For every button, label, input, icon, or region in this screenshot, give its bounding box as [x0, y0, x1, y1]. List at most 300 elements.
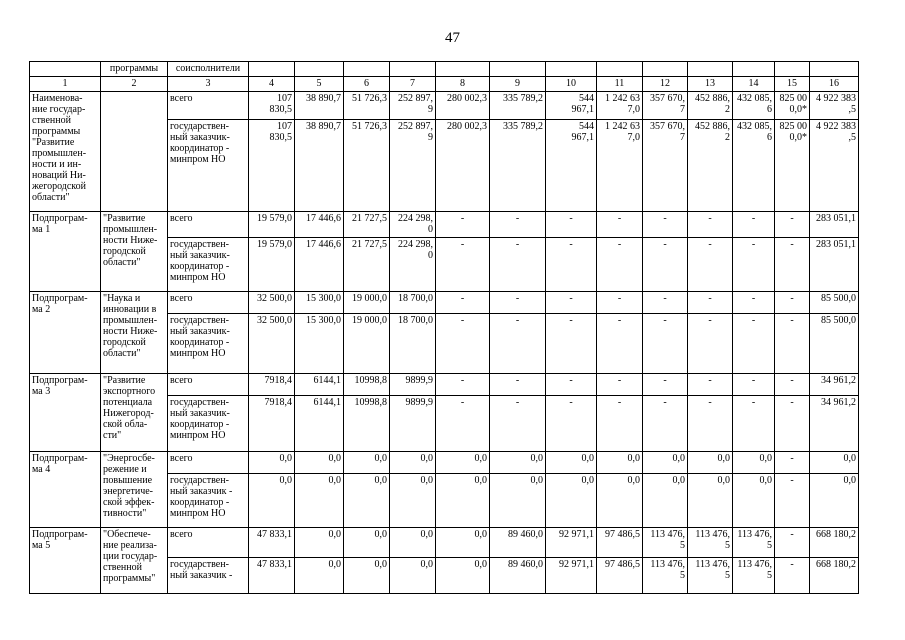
executor-label: государствен- ный заказчик- координатор - минпром НО [170, 239, 230, 283]
value-cell [546, 92, 597, 120]
value-text: - [790, 213, 794, 224]
value-text: - [790, 453, 794, 464]
value-text: 0,0 [530, 475, 543, 486]
value-text: - [708, 375, 712, 386]
value-text: - [460, 315, 465, 326]
value-text: 85 500,0 [821, 293, 856, 304]
value-text: 19 579,0 [257, 239, 292, 250]
value-text: 280 002,3 [447, 93, 487, 104]
program-name: Подпрограм- ма 3 [32, 375, 88, 397]
value-text: 357 670, 7 [650, 121, 685, 143]
value-cell [390, 238, 436, 292]
program-name: Подпрограм- ма 1 [32, 213, 88, 235]
value-text: - [790, 397, 794, 408]
value-cell [390, 558, 436, 594]
value-text: 18 700,0 [398, 315, 433, 326]
value-cell [597, 120, 643, 212]
value-text: 544 967,1 [571, 121, 594, 143]
value-cell [249, 120, 295, 212]
value-text: 10998,8 [354, 375, 387, 386]
value-cell [733, 314, 775, 374]
value-text: 34 961,2 [821, 375, 856, 386]
executor-cell [168, 374, 249, 396]
value-cell [546, 238, 597, 292]
value-cell [810, 528, 859, 558]
value-cell [249, 528, 295, 558]
value-text: 19 000,0 [352, 315, 387, 326]
value-text: - [708, 293, 712, 304]
value-cell [436, 396, 490, 452]
value-text: 113 476, 5 [695, 559, 730, 581]
value-cell [733, 452, 775, 474]
header-cell [546, 62, 597, 77]
value-cell [249, 212, 295, 238]
value-text: - [751, 239, 756, 250]
value-text: 32 500,0 [257, 293, 292, 304]
value-text: - [790, 239, 794, 250]
value-text: - [663, 213, 667, 224]
column-number-cell: 3 [168, 77, 249, 92]
value-cell [295, 292, 344, 314]
value-text: 0,0 [374, 529, 387, 540]
value-cell [295, 314, 344, 374]
value-text: - [569, 375, 573, 386]
value-text: - [708, 213, 712, 224]
value-cell [546, 374, 597, 396]
executor-cell [168, 292, 249, 314]
value-text: 335 789,2 [503, 93, 543, 104]
value-text: 0,0 [474, 559, 487, 570]
value-text: 113 476, 5 [650, 559, 685, 581]
value-text: 0,0 [374, 453, 387, 464]
value-cell [249, 396, 295, 452]
value-text: - [569, 397, 573, 408]
value-text: - [663, 239, 667, 250]
value-text: 113 476, 5 [737, 529, 772, 551]
value-cell [775, 396, 810, 452]
table-row [30, 212, 859, 238]
value-text: - [617, 239, 622, 250]
column-number-cell: 10 [546, 77, 597, 92]
header-cell [490, 62, 546, 77]
value-text: 432 085, 6 [737, 121, 772, 143]
executor-cell [168, 452, 249, 474]
value-text: 7918,4 [264, 375, 292, 386]
column-number-cell: 15 [775, 77, 810, 92]
value-text: 0,0 [627, 453, 640, 464]
value-text: - [663, 375, 667, 386]
value-cell [775, 314, 810, 374]
page-number: 47 [445, 30, 460, 46]
executor-cell [168, 120, 249, 212]
value-text: - [663, 397, 667, 408]
value-text: - [460, 293, 465, 304]
value-text: 224 298, 0 [398, 239, 433, 261]
program-name-cell [30, 212, 101, 292]
value-text: 825 00 0,0* [779, 121, 807, 143]
value-text: 1 242 63 7,0 [605, 121, 640, 143]
value-text: 0,0 [279, 453, 292, 464]
executor-label: государствен- ный заказчик- координатор - минпром НО [170, 397, 230, 441]
value-cell [733, 120, 775, 212]
value-text: - [790, 293, 794, 304]
value-cell [390, 452, 436, 474]
value-text: - [708, 239, 712, 250]
header-cell [249, 62, 295, 77]
value-cell [810, 238, 859, 292]
column-number-cell: 8 [436, 77, 490, 92]
executor-label: государствен- ный заказчик - координатор - минпром НО [170, 475, 233, 519]
value-cell [810, 212, 859, 238]
value-text: 15 300,0 [306, 315, 341, 326]
program-title-cell [101, 374, 168, 452]
value-cell [597, 396, 643, 452]
program-name-cell [30, 528, 101, 594]
value-cell [688, 558, 733, 594]
value-cell [775, 474, 810, 528]
value-text: - [617, 293, 622, 304]
executor-label: государствен- ный заказчик- координатор - минпром НО [170, 315, 230, 359]
value-cell [295, 396, 344, 452]
column-number-row [30, 77, 859, 92]
program-title: "Энергосбе- режение и повышение энергетиче- ской эффек- тивности" [103, 453, 155, 519]
value-cell [688, 292, 733, 314]
value-cell [597, 558, 643, 594]
value-cell [643, 396, 688, 452]
value-cell [295, 374, 344, 396]
value-cell [436, 212, 490, 238]
value-cell [436, 528, 490, 558]
value-cell [688, 212, 733, 238]
value-cell [733, 396, 775, 452]
value-cell [643, 474, 688, 528]
value-cell [643, 292, 688, 314]
value-text: 0,0 [530, 453, 543, 464]
value-text: - [751, 213, 756, 224]
column-number-cell: 13 [688, 77, 733, 92]
value-cell [733, 374, 775, 396]
value-cell [597, 238, 643, 292]
value-cell [546, 212, 597, 238]
executor-label: государствен- ный заказчик - [170, 559, 233, 581]
table-row [30, 452, 859, 474]
value-text: 15 300,0 [306, 293, 341, 304]
program-title: "Наука и инновации в промышлен- ности Ниже- городской области" [103, 293, 158, 359]
value-cell [546, 528, 597, 558]
value-cell [490, 374, 546, 396]
column-number-cell: 14 [733, 77, 775, 92]
value-cell [436, 92, 490, 120]
value-cell [249, 452, 295, 474]
value-cell [490, 474, 546, 528]
value-cell [249, 474, 295, 528]
value-cell [390, 212, 436, 238]
value-text: 21 727,5 [352, 239, 387, 250]
value-cell [295, 474, 344, 528]
value-text: 107 830,5 [269, 121, 292, 143]
value-cell [344, 92, 390, 120]
column-number-cell: 9 [490, 77, 546, 92]
value-cell [546, 474, 597, 528]
value-cell [546, 292, 597, 314]
value-cell [344, 238, 390, 292]
value-cell [436, 292, 490, 314]
table-row [30, 374, 859, 396]
value-cell [436, 452, 490, 474]
header-cell [436, 62, 490, 77]
value-text: - [790, 375, 794, 386]
value-text: 224 298, 0 [398, 213, 433, 235]
value-text: 0,0 [474, 529, 487, 540]
column-number-cell: 2 [101, 77, 168, 92]
value-text: - [460, 239, 465, 250]
executor-cell [168, 558, 249, 594]
value-text: - [617, 213, 622, 224]
value-text: - [569, 293, 573, 304]
value-text: 668 180,2 [816, 529, 856, 540]
value-text: 357 670, 7 [650, 93, 685, 115]
value-cell [344, 292, 390, 314]
program-title: "Развитие экспортного потенциала Нижегород- ской обла- сти" [103, 375, 156, 441]
value-cell [733, 528, 775, 558]
value-cell [733, 292, 775, 314]
value-cell [688, 396, 733, 452]
value-text: 38 890,7 [306, 93, 341, 104]
value-text: 9899,9 [405, 397, 433, 408]
value-text: 825 00 0,0* [779, 93, 807, 115]
program-name: Подпрограм- ма 4 [32, 453, 88, 475]
value-cell [775, 120, 810, 212]
value-text: - [515, 213, 520, 224]
value-text: 432 085, 6 [737, 93, 772, 115]
value-cell [490, 292, 546, 314]
value-text: 0,0 [627, 475, 640, 486]
value-cell [688, 238, 733, 292]
budget-table [29, 61, 859, 594]
value-cell [344, 558, 390, 594]
value-cell [344, 396, 390, 452]
value-cell [688, 474, 733, 528]
value-text: 38 890,7 [306, 121, 341, 132]
executor-cell [168, 314, 249, 374]
value-cell [490, 314, 546, 374]
program-name-cell [30, 92, 101, 212]
value-cell [810, 374, 859, 396]
header-row [30, 62, 859, 77]
program-name-cell [30, 292, 101, 374]
value-text: 0,0 [474, 475, 487, 486]
executor-cell [168, 474, 249, 528]
value-text: 252 897, 9 [398, 121, 433, 143]
value-cell [344, 120, 390, 212]
value-text: - [663, 315, 667, 326]
value-cell [436, 558, 490, 594]
value-cell [390, 120, 436, 212]
header-cell [390, 62, 436, 77]
value-cell [733, 92, 775, 120]
value-cell [733, 474, 775, 528]
value-text: 97 486,5 [605, 559, 640, 570]
value-cell [344, 528, 390, 558]
value-text: 32 500,0 [257, 315, 292, 326]
value-text: 283 051,1 [816, 239, 856, 250]
value-text: 0,0 [420, 475, 433, 486]
value-cell [810, 396, 859, 452]
header-cell: программы [101, 62, 168, 77]
value-text: - [663, 293, 667, 304]
executor-label: всего [170, 213, 193, 224]
value-cell [490, 452, 546, 474]
value-cell [490, 120, 546, 212]
value-cell [688, 528, 733, 558]
value-text: - [708, 397, 712, 408]
value-text: 18 700,0 [398, 293, 433, 304]
header-cell [688, 62, 733, 77]
column-number-cell: 4 [249, 77, 295, 92]
value-text: - [515, 293, 520, 304]
value-text: 47 833,1 [257, 529, 292, 540]
value-text: - [790, 559, 794, 570]
program-title: "Обеспече- ние реализа- ции государ- ственной программы" [103, 529, 158, 584]
value-cell [775, 212, 810, 238]
value-cell [390, 314, 436, 374]
header-cell [733, 62, 775, 77]
header-cell [597, 62, 643, 77]
value-cell [810, 474, 859, 528]
value-text: 0,0 [672, 453, 685, 464]
value-text: 0,0 [420, 453, 433, 464]
value-cell [733, 238, 775, 292]
value-text: 113 476, 5 [737, 559, 772, 581]
value-cell [436, 120, 490, 212]
value-cell [643, 238, 688, 292]
value-text: 0,0 [843, 453, 856, 464]
column-number-cell: 12 [643, 77, 688, 92]
value-text: - [751, 315, 756, 326]
value-cell [436, 238, 490, 292]
value-text: 0,0 [759, 475, 772, 486]
value-text: 0,0 [581, 453, 594, 464]
value-cell [643, 120, 688, 212]
value-text: 0,0 [374, 559, 387, 570]
value-cell [688, 92, 733, 120]
executor-label: всего [170, 375, 193, 386]
column-number-cell: 5 [295, 77, 344, 92]
value-text: 4 922 383 ,5 [816, 93, 856, 115]
value-text: 668 180,2 [816, 559, 856, 570]
value-cell [490, 558, 546, 594]
value-text: 113 476, 5 [695, 529, 730, 551]
value-text: - [569, 213, 573, 224]
executor-label: всего [170, 293, 193, 304]
value-cell [490, 212, 546, 238]
value-cell [546, 558, 597, 594]
program-title-cell [101, 212, 168, 292]
value-text: - [751, 375, 756, 386]
table-row [30, 92, 859, 120]
value-cell [643, 558, 688, 594]
value-text: 34 961,2 [821, 397, 856, 408]
value-cell [249, 374, 295, 396]
value-text: 6144,1 [313, 397, 341, 408]
value-cell [597, 292, 643, 314]
executor-label: государствен- ный заказчик- координатор - минпром НО [170, 121, 230, 165]
header-cell [643, 62, 688, 77]
header-cell [344, 62, 390, 77]
value-cell [597, 528, 643, 558]
value-text: 7918,4 [264, 397, 292, 408]
value-text: 0,0 [420, 559, 433, 570]
column-number-cell: 11 [597, 77, 643, 92]
executor-label: всего [170, 453, 193, 464]
program-title-cell [101, 528, 168, 594]
value-cell [390, 292, 436, 314]
value-text: 0,0 [581, 475, 594, 486]
value-text: 335 789,2 [503, 121, 543, 132]
value-text: - [790, 315, 794, 326]
value-cell [597, 374, 643, 396]
program-name: Подпрограм- ма 2 [32, 293, 88, 315]
value-text: - [515, 239, 520, 250]
value-cell [810, 292, 859, 314]
executor-cell [168, 528, 249, 558]
value-cell [436, 474, 490, 528]
value-text: 0,0 [328, 559, 341, 570]
table-row [30, 292, 859, 314]
value-text: 10998,8 [354, 397, 387, 408]
value-text: - [569, 315, 573, 326]
value-cell [688, 452, 733, 474]
value-cell [344, 314, 390, 374]
value-text: - [790, 475, 794, 486]
value-cell [295, 528, 344, 558]
value-cell [597, 474, 643, 528]
value-cell [643, 452, 688, 474]
program-name-cell [30, 452, 101, 528]
value-cell [295, 558, 344, 594]
value-cell [597, 452, 643, 474]
value-text: - [751, 293, 756, 304]
value-cell [775, 238, 810, 292]
value-text: 0,0 [328, 453, 341, 464]
value-cell [295, 120, 344, 212]
program-name-cell [30, 374, 101, 452]
value-cell [344, 374, 390, 396]
value-cell [775, 92, 810, 120]
value-text: - [460, 375, 465, 386]
value-text: 0,0 [717, 453, 730, 464]
value-cell [775, 374, 810, 396]
value-text: - [515, 397, 520, 408]
value-text: 21 727,5 [352, 213, 387, 224]
value-text: 4 922 383 ,5 [816, 121, 856, 143]
value-text: - [617, 375, 622, 386]
value-text: 0,0 [717, 475, 730, 486]
value-cell [546, 452, 597, 474]
value-text: - [790, 529, 794, 540]
header-cell [810, 62, 859, 77]
program-title-cell [101, 92, 168, 212]
value-text: 0,0 [672, 475, 685, 486]
value-cell [775, 292, 810, 314]
value-cell [295, 452, 344, 474]
executor-cell [168, 212, 249, 238]
value-text: 89 460,0 [508, 529, 543, 540]
value-cell [490, 238, 546, 292]
value-text: 17 446,6 [306, 213, 341, 224]
value-cell [344, 212, 390, 238]
program-name: Подпрограм- ма 5 [32, 529, 88, 551]
